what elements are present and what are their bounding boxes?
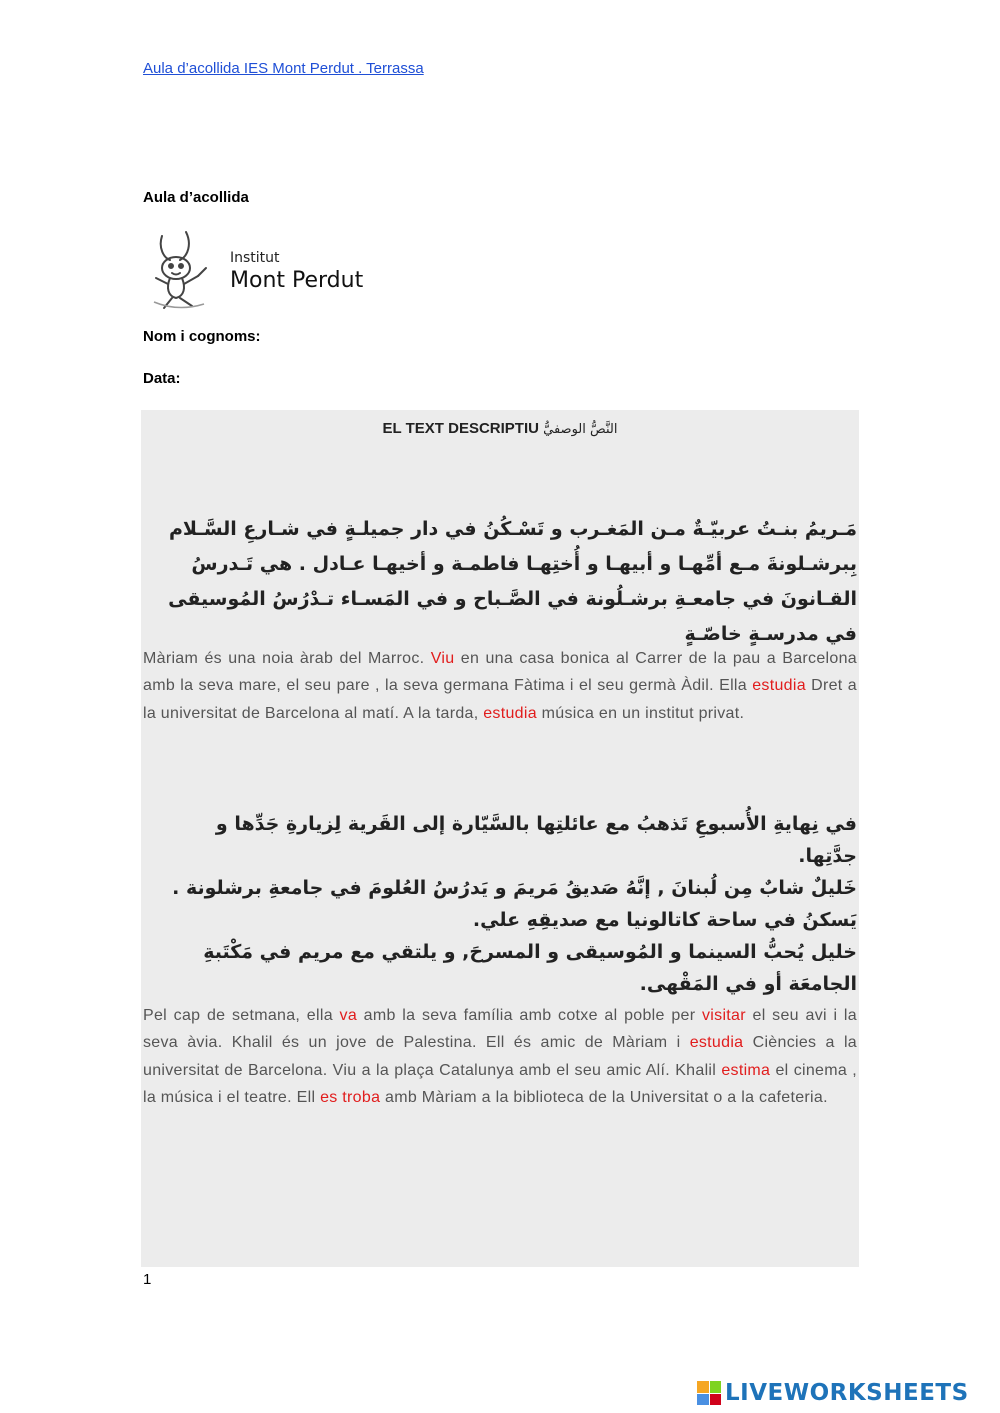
arabic-line: خَليلٌ شابٌ مِن لُبنانَ , إنَّهُ صَديقُ مَريمَ و يَدرُسُ العُلومَ في جامعةِ برشلونة . يَسكنُ في ساحة كاتالونيا مع صديقِهِ علي. (172, 877, 857, 931)
liveworksheets-logo-icon (697, 1381, 721, 1405)
text-run: Ciències a la universitat de Barcelona. Viu a la plaça Catalunya amb el seu amic Alí. Khalil (143, 1034, 857, 1079)
reading-panel (141, 410, 859, 1267)
highlighted-verb: va (339, 1007, 358, 1024)
panel-title-catalan: EL TEXT DESCRIPTIU (382, 420, 539, 437)
text-run: el cinema , la música i el teatre. Ell (143, 1061, 857, 1106)
arabic-line: في نِهايةِ الأُسبوعِ تَذهبُ مع عائلتِها بالسَّيّارة إلى القَرية لِزيارةِ جَدِّها و جدَّتِها. (215, 813, 857, 867)
highlighted-verb: Viu (430, 650, 455, 667)
highlighted-verb: estudia (689, 1034, 744, 1052)
page-number: 1 (143, 1271, 152, 1288)
highlighted-verb: es troba (320, 1088, 381, 1106)
header-link[interactable]: Aula d’acollida IES Mont Perdut . Terrassa (143, 60, 424, 77)
text-run: amb la seva família amb cotxe al poble per (357, 1007, 702, 1024)
highlighted-verb: estima (721, 1061, 771, 1079)
aula-label: Aula d’acollida (143, 189, 249, 206)
panel-title (141, 420, 859, 437)
catalan-paragraph-2 (143, 1002, 857, 1111)
arabic-paragraph-1 (161, 512, 857, 652)
institut-logo (148, 228, 378, 310)
text-run: el seu avi i la seva àvia. Khalil és un jove de Palestina. Ell és amic de Màriam i (143, 1007, 857, 1052)
text-run: Pel cap de setmana, ella (143, 1007, 340, 1024)
text-run: Màriam és una noia àrab del Marroc. (143, 650, 431, 667)
logo-line-institut: Institut (230, 250, 280, 266)
highlighted-verb: visitar (702, 1007, 746, 1024)
text-run: amb Màriam a la biblioteca de la Universitat o a la cafeteria. (380, 1088, 828, 1106)
date-label: Data: (143, 370, 181, 387)
text-run: música en un institut privat. (536, 704, 745, 722)
arabic-line: خليل يُحبُّ السينما و المُوسيقى و المسرحَ, و يلتقي مع مريم في مَكْتَبةِ الجامعَة أو في المَقْهى. (203, 941, 857, 995)
catalan-paragraph-1 (143, 645, 857, 727)
arabic-text: مَـريمُ بنـتُ عربيّـةٌ مـن المَغـرب و تَسْـكُنُ في دار جميلـةٍ في شـارعِ السَّـلام بِبرشـلونةَ مـع أمِّهـا و أبيهـا و أُختِهـا فاطمـة و أخيهـا عـادل . هي تَـدرسُ القـانونَ في جامعـةِ برشـلُونة في الصَّـباح و في المَسـاء تـدْرُسُ المُوسيقى في مدرسـةٍ خاصّـةٍ (168, 518, 857, 645)
highlighted-verb: estudia (752, 677, 806, 695)
text-run: en una casa bonica al Carrer de la pau a Barcelona amb la seva mare, el seu pare , la seva germana Fàtima i el seu germà Àdil. Ella (143, 650, 857, 695)
rabbit-mascot-icon (148, 228, 226, 310)
text-run: Dret a la universitat de Barcelona al matí. A la tarda, (143, 677, 857, 722)
name-label: Nom i cognoms: (143, 328, 261, 345)
brand-text: LIVEWORKSHEETS (725, 1380, 969, 1406)
liveworksheets-brand (697, 1376, 969, 1410)
logo-line-mont-perdut: Mont Perdut (230, 268, 364, 293)
highlighted-verb: estudia (483, 704, 537, 722)
panel-title-arabic: النَّصُّ الوصفيُّ (543, 422, 618, 437)
arabic-paragraph-2 (161, 808, 857, 1000)
